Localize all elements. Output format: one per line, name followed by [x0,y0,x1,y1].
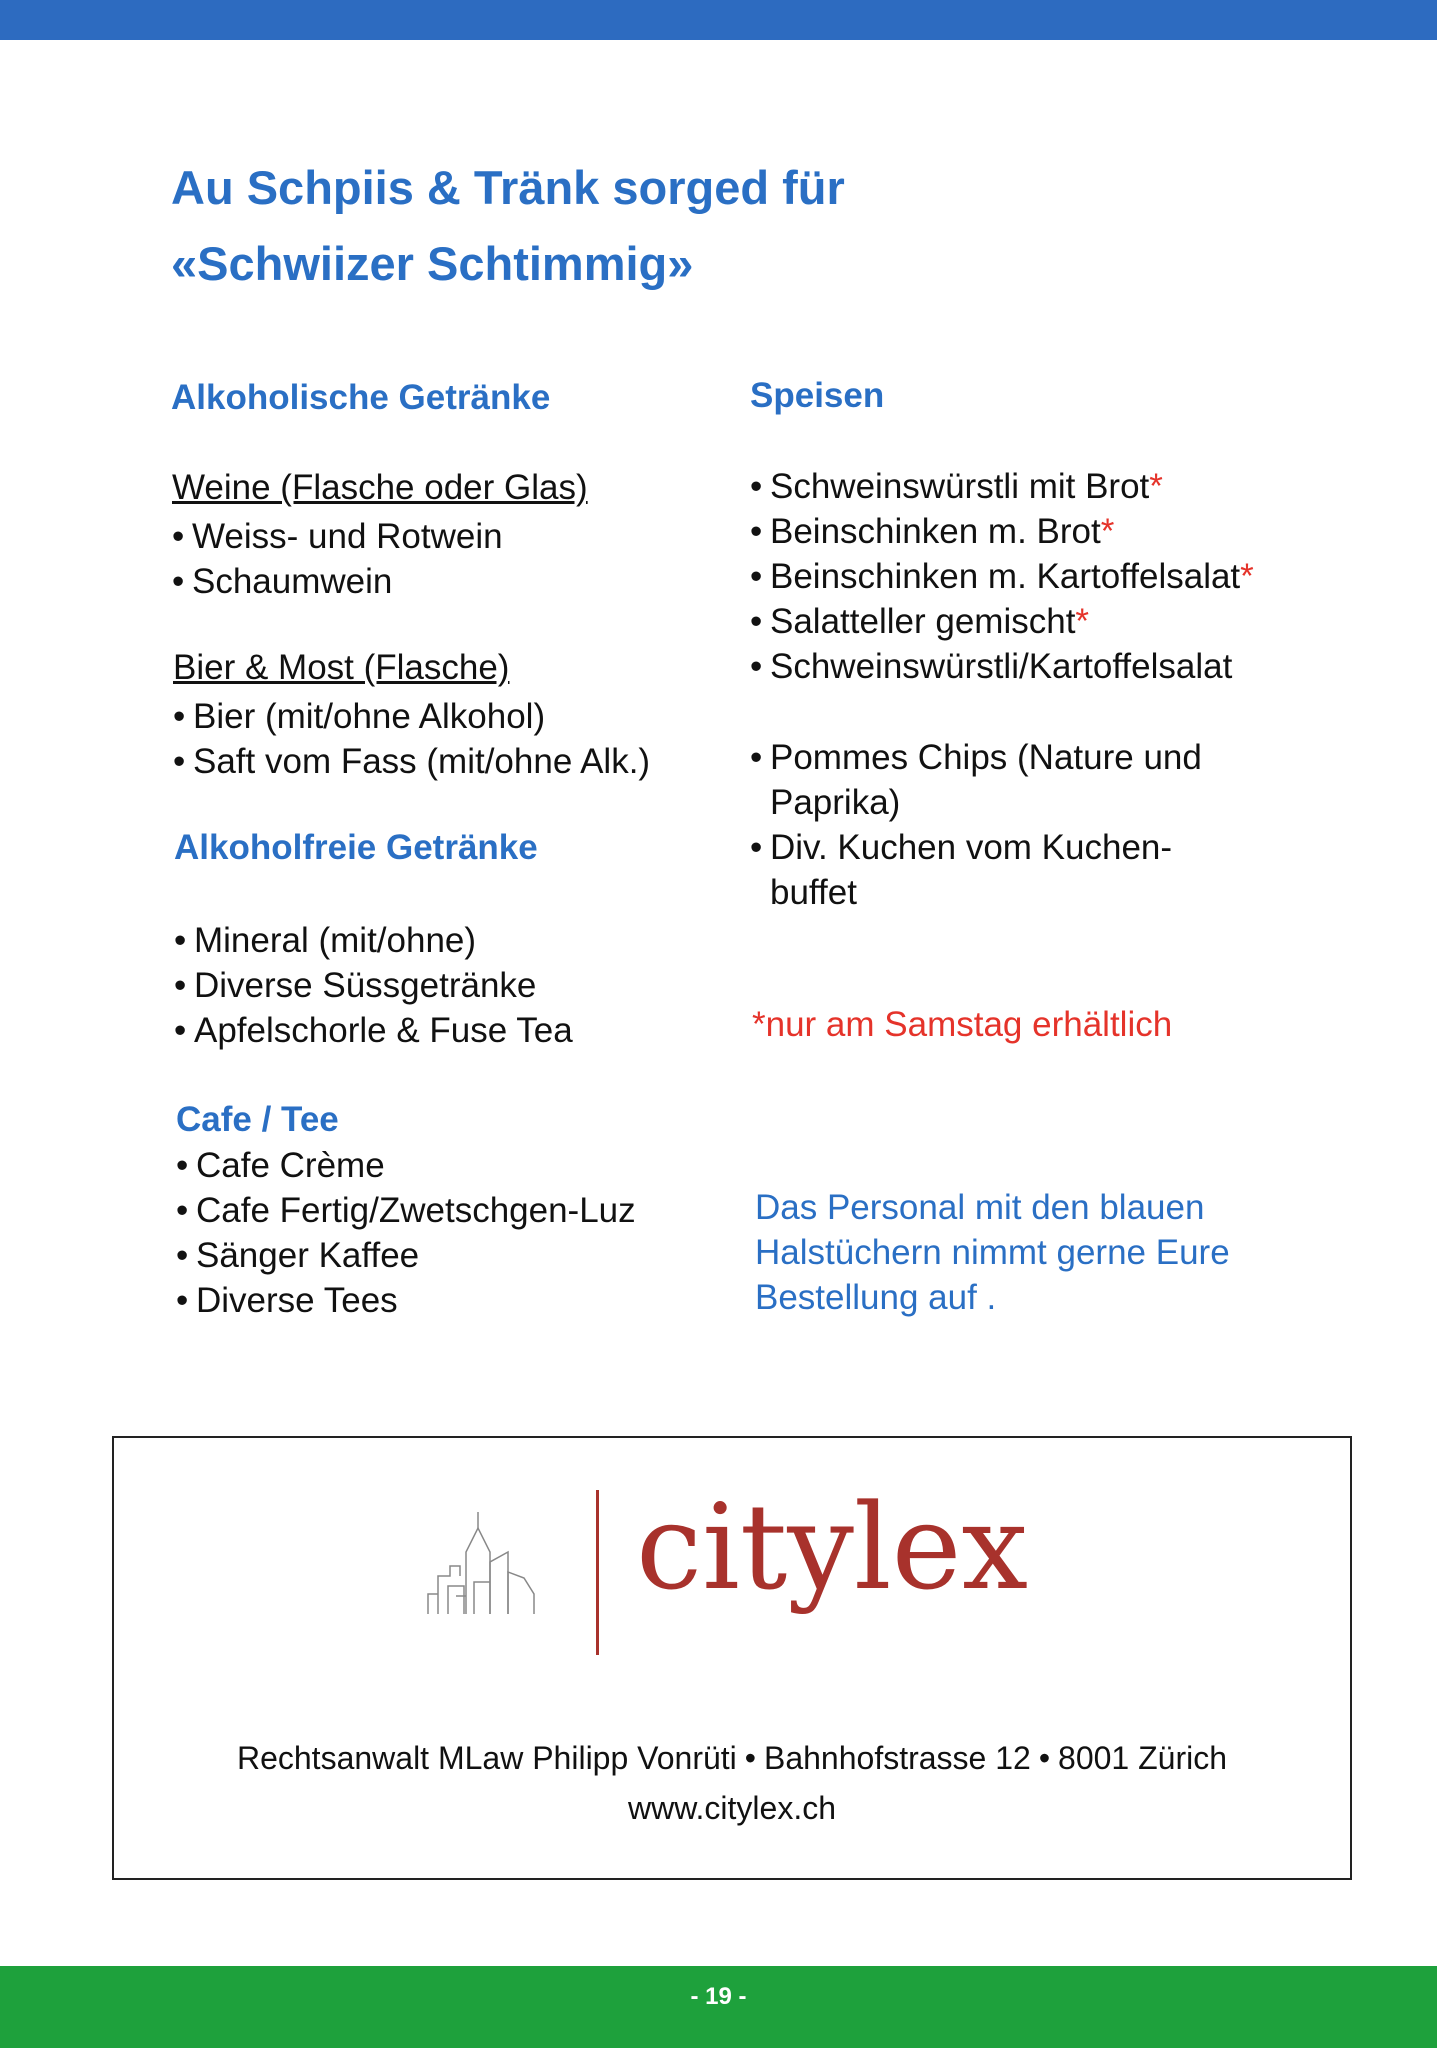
bullet: • [172,517,185,556]
city-skyline-icon [426,1506,566,1616]
page-number: - 19 - [690,1983,747,2010]
beer-list [173,694,733,784]
list-item: • Schweinswürstli/Kartoffelsalat [750,644,1310,689]
bullet: • [174,1011,187,1050]
star-marker: * [1100,512,1115,551]
bullet: • [174,966,187,1005]
subheading-wine: Weine (Flasche oder Glas) [172,468,588,507]
list-item: • Diverse Tees [176,1278,716,1323]
list-item: • Mineral (mit/ohne) [174,918,694,963]
bullet: • [750,512,763,551]
star-marker: * [1075,602,1090,641]
page-title-line-1: Au Schpiis & Tränk sorged für [171,161,845,214]
bullet: • [173,742,186,781]
page-title [171,150,1171,302]
ad-address: Rechtsanwalt MLaw Philipp Vonrüti • Bahnhofstrasse 12 • 8001 Zürich [236,1740,1228,1776]
star-marker: * [752,1005,766,1044]
bullet: • [173,697,186,736]
list-item: • Pommes Chips (Nature und Paprika) [750,735,1250,825]
list-item: • Schweinswürstli mit Brot* [750,464,1310,509]
ad-website-link[interactable]: www.citylex.ch [627,1790,837,1826]
bullet: • [750,557,763,596]
list-item: • Salatteller gemischt* [750,599,1310,644]
food-list-2 [750,735,1250,915]
bullet: • [172,562,185,601]
bullet: • [750,602,763,641]
non-alcoholic-list [174,918,694,1053]
list-item: • Cafe Fertig/Zwetschgen-Luz [176,1188,716,1233]
bullet: • [176,1191,189,1230]
heading-coffee-tea: Cafe / Tee [176,1100,339,1139]
list-item: • Beinschinken m. Brot* [750,509,1310,554]
heading-food: Speisen [750,376,885,415]
list-item: • Sänger Kaffee [176,1233,716,1278]
star-marker: * [1240,557,1254,596]
list-item: • Apfelschorle & Fuse Tea [174,1008,694,1053]
bullet: • [174,921,187,960]
coffee-list [176,1143,716,1323]
heading-non-alcoholic-drinks: Alkoholfreie Getränke [174,828,538,867]
list-item: • Saft vom Fass (mit/ohne Alk.) [173,739,733,784]
bullet: • [176,1236,189,1275]
list-item: • Diverse Süssgetränke [174,963,694,1008]
list-item: • Bier (mit/ohne Alkohol) [173,694,733,739]
bullet: • [1038,1740,1051,1776]
staff-note: Das Personal mit den blauen Halstüchern nimmt gerne Eure Bestellung auf . [755,1188,1230,1317]
heading-alcoholic-drinks: Alkoholische Getränke [171,378,551,417]
food-list [750,464,1310,689]
top-color-bar [0,0,1437,40]
list-item: • Cafe Crème [176,1143,716,1188]
list-item: • Div. Kuchen vom Kuchen-buffet [750,825,1250,915]
saturday-note: *nur am Samstag erhältlich [752,1005,1173,1044]
page-title-line-2: «Schwiizer Schtimmig» [171,237,694,290]
citylex-logo: citylex [636,1478,1029,1616]
bullet: • [750,738,763,777]
list-item: • Schaumwein [172,559,692,604]
logo-divider [596,1490,599,1655]
advertisement-box [112,1436,1352,1880]
list-item: • Beinschinken m. Kartoffelsalat* [750,554,1310,599]
bullet: • [744,1740,756,1776]
bullet: • [750,647,763,686]
list-item: • Weiss- und Rotwein [172,514,692,559]
bullet: • [750,828,763,867]
wine-list [172,514,692,604]
bullet: • [750,467,763,506]
subheading-beer: Bier & Most (Flasche) [173,648,510,687]
star-marker: * [1149,467,1163,506]
bullet: • [176,1146,189,1185]
bullet: • [176,1281,189,1320]
